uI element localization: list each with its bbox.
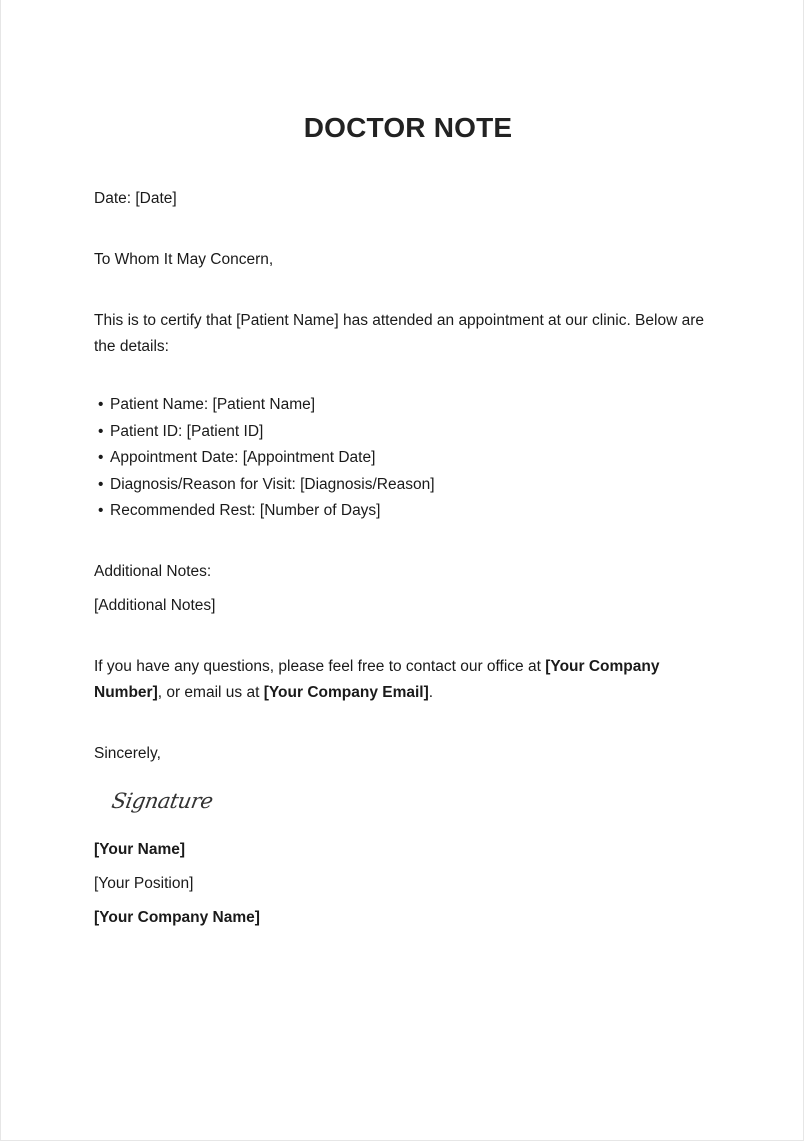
signer-name: [Your Name] bbox=[94, 840, 186, 858]
company-email: [Your Company Email] bbox=[263, 683, 429, 701]
closing: Sincerely, bbox=[94, 744, 161, 762]
contact-paragraph bbox=[94, 654, 714, 706]
contact-text-1: If you have any questions, please feel free to contact our office at bbox=[94, 657, 546, 675]
contact-text-2: , or email us at bbox=[157, 683, 264, 701]
notes-label: Additional Notes: bbox=[94, 562, 212, 580]
letter-body bbox=[94, 186, 714, 931]
detail-text: Diagnosis/Reason for Visit: [Diagnosis/Reason] bbox=[110, 475, 435, 493]
signer-company: [Your Company Name] bbox=[94, 908, 260, 926]
list-item bbox=[94, 445, 714, 472]
intro-paragraph: This is to certify that [Patient Name] has attended an appointment at our clinic. Below are the details: bbox=[94, 312, 704, 355]
list-item bbox=[94, 498, 714, 525]
notes-value: [Additional Notes] bbox=[94, 596, 216, 614]
signer-position: [Your Position] bbox=[94, 874, 194, 892]
list-item bbox=[94, 472, 714, 499]
company-number: [Your Company Number] bbox=[94, 657, 660, 701]
page-title: DOCTOR NOTE bbox=[303, 112, 513, 143]
detail-text: Appointment Date: [Appointment Date] bbox=[110, 449, 376, 466]
detail-text: Recommended Rest: [Number of Days] bbox=[110, 502, 381, 519]
salutation: To Whom It May Concern, bbox=[94, 251, 274, 268]
bullet-icon: • bbox=[98, 449, 104, 466]
detail-text: Patient ID: [Patient ID] bbox=[110, 422, 264, 440]
date-line: Date: [Date] bbox=[94, 190, 177, 207]
bullet-icon: • bbox=[98, 475, 104, 493]
contact-text-3: . bbox=[428, 683, 434, 701]
detail-text: Patient Name: [Patient Name] bbox=[110, 396, 316, 413]
signature-image: Signature bbox=[109, 788, 215, 813]
list-item bbox=[94, 419, 714, 446]
details-list bbox=[94, 392, 714, 525]
bullet-icon: • bbox=[98, 396, 104, 413]
bullet-icon: • bbox=[98, 422, 104, 440]
list-item bbox=[94, 392, 714, 419]
bullet-icon: • bbox=[98, 502, 104, 519]
